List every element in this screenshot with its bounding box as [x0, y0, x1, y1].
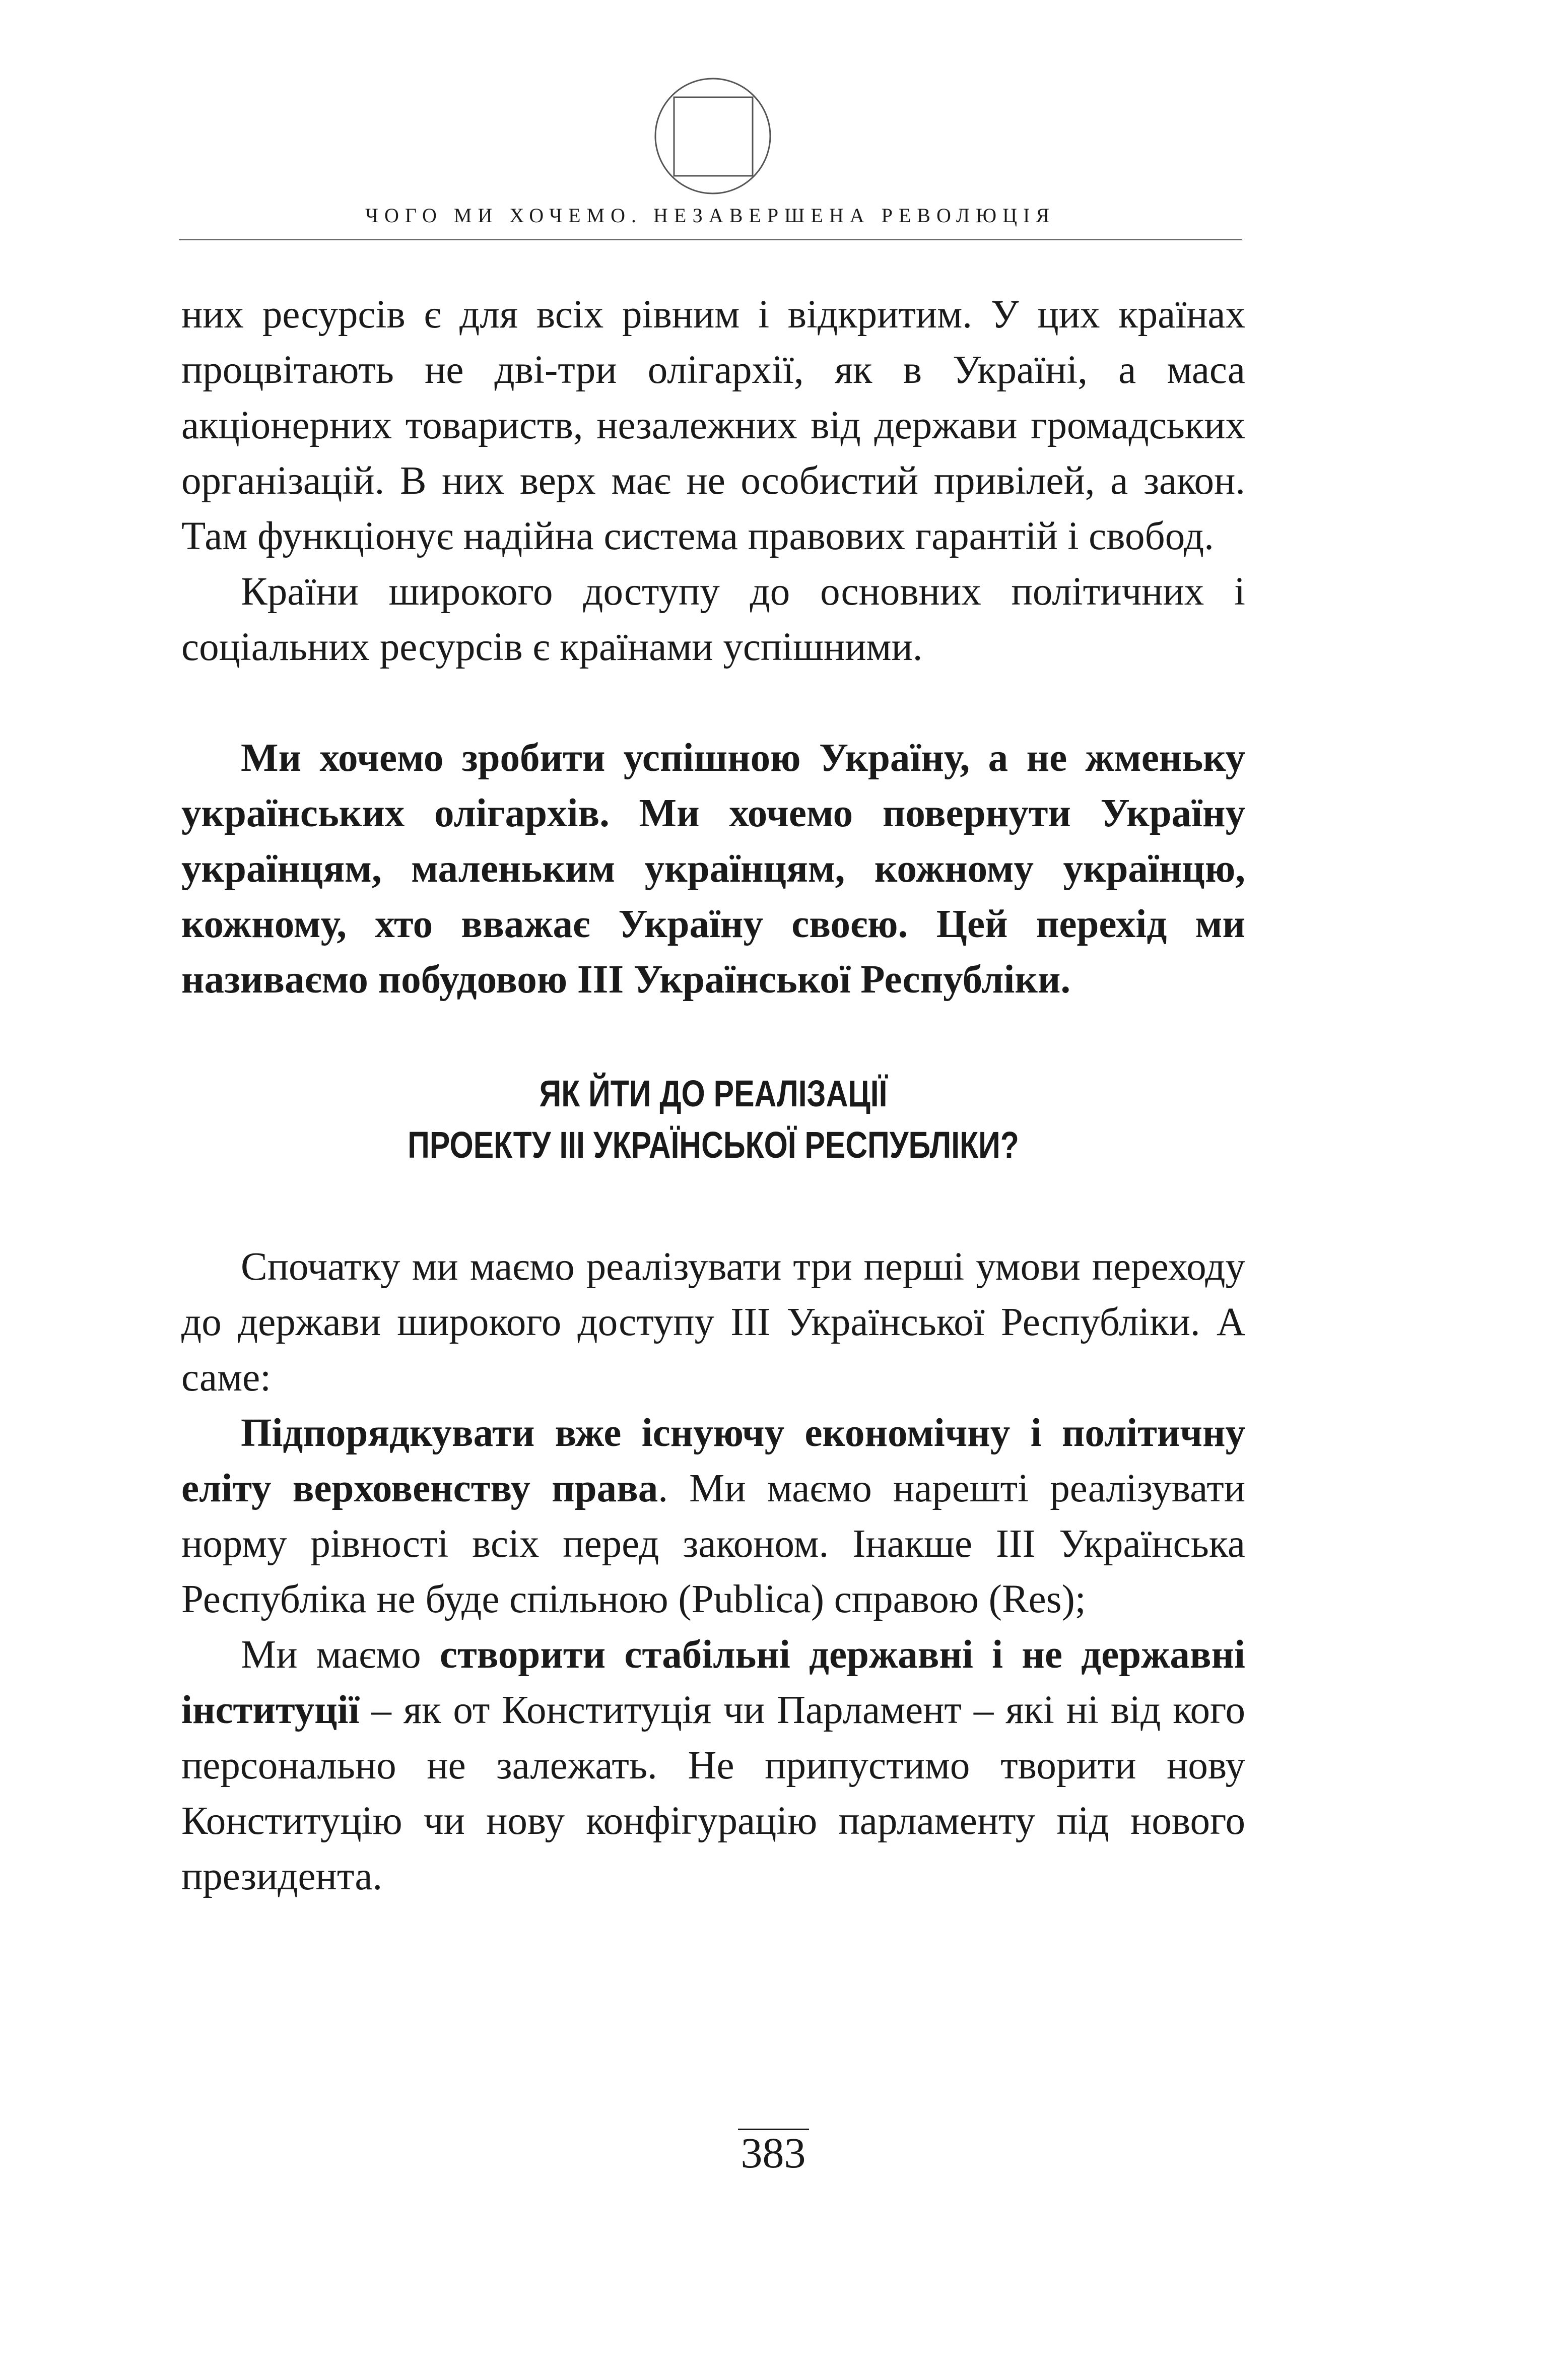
section-heading-line-1: ЯК ЙТИ ДО РЕАЛІЗАЦІЇ [539, 1073, 888, 1114]
page-number [640, 2129, 907, 2175]
bold-statement: Ми хочемо зробити успішною Україну, а не жменьку українських олігархів. Ми хочемо повернути Україну українцям, маленьким українцям, кожному українцю, кожному, хто вважає Україну своєю. Цей перехід ми називаємо побудовою ІІІ Української Республіки. [181, 736, 1245, 1002]
paragraph-condition-2 [181, 1627, 1245, 1904]
running-header: ЧОГО МИ ХОЧЕМО. НЕЗАВЕРШЕНА РЕВОЛЮЦІЯ [365, 204, 1055, 227]
section-heading-line-2: ПРОЕКТУ ІІІ УКРАЇНСЬКОЇ РЕСПУБЛІКИ? [408, 1124, 1019, 1166]
page-body [181, 287, 1245, 1904]
paragraph: Країни широкого доступу до основних політичних і соціальних ресурсів є країнами успішними. [181, 570, 1245, 669]
circle-square-logo-icon [652, 76, 773, 196]
paragraph-condition-1 [181, 1406, 1245, 1627]
paragraph-continued: них ресурсів є для всіх рівним і відкритим. У цих країнах процвітають не дві-три олігархії, як в Україні, а маса акціонерних товариств, незалежних від держави громадських організацій. В них верх має не особистий привілей, а закон. Там функціонує надійна система правових гарантій і свобод. [181, 293, 1245, 558]
paragraph-text: Ми маємо [241, 1633, 440, 1677]
paragraph-text: . Ми маємо нарешті реалізувати норму рівності всіх перед законом. Інакше ІІІ Українська Республіка не буде спільною (Publica) справою (Res); [181, 1467, 1245, 1621]
paragraph-text: – як от Конституція чи Парламент – які ні від кого персонально не залежать. Не припустимо творити нову Конституцію чи нову конфігурацію парламенту під нового президента. [181, 1688, 1245, 1898]
bold-phrase: створити стабільні державні і не державні інституції [181, 1633, 1246, 1732]
section-heading [277, 1068, 1150, 1171]
bold-phrase: Підпорядкувати вже існуючу економічну і політичну еліту верховенству права [181, 1411, 1245, 1510]
header-divider [179, 239, 1242, 240]
paragraph: Спочатку ми маємо реалізувати три перші умови переходу до держави широкого доступу ІІІ Української Республіки. А саме: [181, 1245, 1245, 1400]
page-number-text: 383 [738, 2129, 809, 2175]
